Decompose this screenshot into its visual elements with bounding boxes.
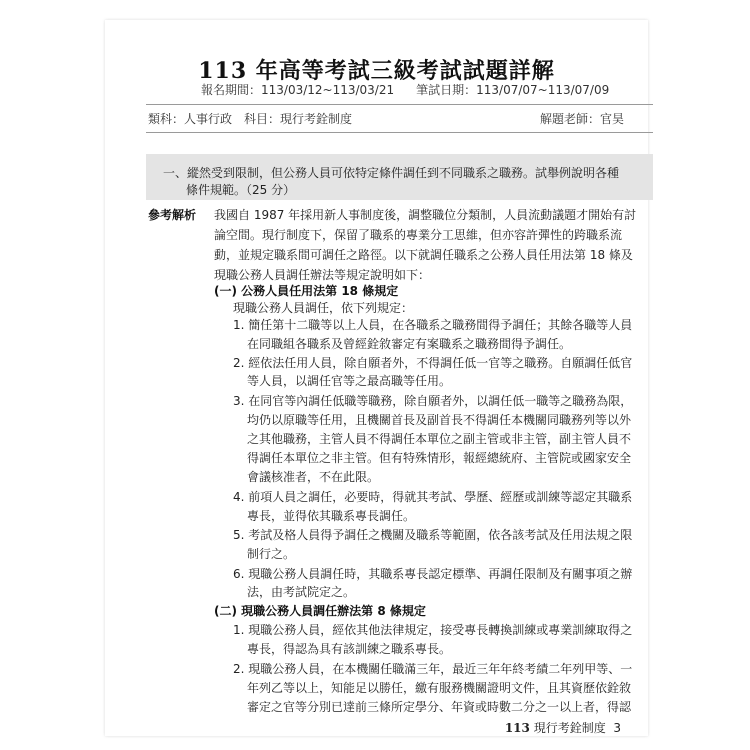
section-2-heading: (二) 現職公務人員調任辦法第 8 條規定 xyxy=(214,604,426,618)
section-1-item-line: 3. 在同官等內調任低職等職務，除自願者外，以調任低一職等之職務為限， xyxy=(233,394,633,408)
section-2-item-line: 年列乙等以上，知能足以勝任，繳有服務機關證明文件，且其資歷依銓敘 xyxy=(247,681,632,695)
section-1-item-line: 會議核准者，不在此限。 xyxy=(247,470,380,484)
intro-line: 論空間。現行制度下，保留了職系的專業分工思維，但亦容許彈性的跨職系流 xyxy=(214,228,623,242)
exam-dates-line xyxy=(201,81,609,98)
intro-line: 我國自 1987 年採用新人事制度後，調整職位分類制，人員流動議題才開始有討 xyxy=(214,208,637,222)
document-title: 113 年高等考試三級考試試題詳解 xyxy=(198,58,555,84)
section-1-item-line: 法，由考試院定之。 xyxy=(247,585,356,599)
header-divider-top xyxy=(146,104,653,105)
section-1-heading: (一) 公務人員任用法第 18 條規定 xyxy=(214,284,399,298)
section-2-item-line: 審定之官等分別已達前三條所定學分、年資或時數二分之一以上者，得認 xyxy=(247,700,632,714)
section-1-item-line: 之其他職務，主管人員不得調任本單位之副主管或非主管，副主管人員不 xyxy=(247,432,632,446)
written-exam-dates: 筆試日期：113/07/07~113/07/09 xyxy=(416,83,610,97)
section-2-item-line: 2. 現職公務人員，在本機關任職滿三年，最近三年年終考績二年列甲等、一 xyxy=(233,662,633,676)
section-1-lead: 現職公務人員調任，依下列規定： xyxy=(233,301,414,315)
header-divider-bottom xyxy=(146,132,653,133)
category-subject: 類科：人事行政 科目：現行考銓制度 xyxy=(148,112,353,126)
section-1-item-line: 2. 經依法任用人員，除自願者外，不得調任低一官等之職務。自願調任低官 xyxy=(233,356,633,370)
section-1-item-line: 專長，並得依其職系專長調任。 xyxy=(247,509,416,523)
solution-teacher: 解題老師：官昊 xyxy=(539,112,624,126)
section-1-item-line: 1. 簡任第十二職等以上人員，在各職系之職務間得予調任；其餘各職等人員 xyxy=(233,318,633,332)
registration-period: 報名期間：113/03/12~113/03/21 xyxy=(201,83,395,97)
page-number: 3 xyxy=(613,721,621,735)
footer-exam-number: 113 xyxy=(504,721,530,735)
footer-subject: 現行考銓制度 xyxy=(533,721,606,735)
question-text-line-1: 一、縱然受到限制，但公務人員可依特定條件調任到不同職系之職務。試舉例說明各種 xyxy=(163,166,620,180)
section-1-item-line: 6. 現職公務人員調任時，其職系專長認定標準、再調任限制及有關事項之辦 xyxy=(233,567,633,581)
answer-label: 參考解析 xyxy=(148,208,197,222)
section-1-item-line: 5. 考試及格人員得予調任之機關及職系等範圍，依各該考試及任用法規之限 xyxy=(233,528,633,542)
question-text-line-2: 條件規範。（25 分） xyxy=(186,183,296,197)
section-1-item-line: 在同職組各職系及曾經銓敘審定有案職系之職務間得予調任。 xyxy=(247,337,572,351)
section-1-item-line: 得調任本單位之非主管。但有特殊情形，報經總統府、主管院或國家安全 xyxy=(247,451,632,465)
intro-line: 動，並規定職系間可調任之路徑。以下就調任職系之公務人員任用法第 18 條及 xyxy=(214,248,633,262)
section-1-item-line: 制行之。 xyxy=(247,547,296,561)
intro-line: 現職公務人員調任辦法等規定說明如下： xyxy=(214,268,431,282)
section-1-item-line: 4. 前項人員之調任，必要時，得就其考試、學歷、經歷或訓練等認定其職系 xyxy=(233,490,633,504)
section-2-item-line: 1. 現職公務人員，經依其他法律規定，接受專長轉換訓練或專業訓練取得之 xyxy=(233,623,633,637)
section-2-item-line: 專長，得認為具有該訓練之職系專長。 xyxy=(247,642,452,656)
document-page xyxy=(105,20,648,736)
section-1-item-line: 等人員，以調任官等之最高職等任用。 xyxy=(247,374,452,388)
section-1-item-line: 均仍以原職等任用，且機關首長及副首長不得調任本機關同職務列等以外 xyxy=(247,413,632,427)
page-footer xyxy=(505,719,621,736)
